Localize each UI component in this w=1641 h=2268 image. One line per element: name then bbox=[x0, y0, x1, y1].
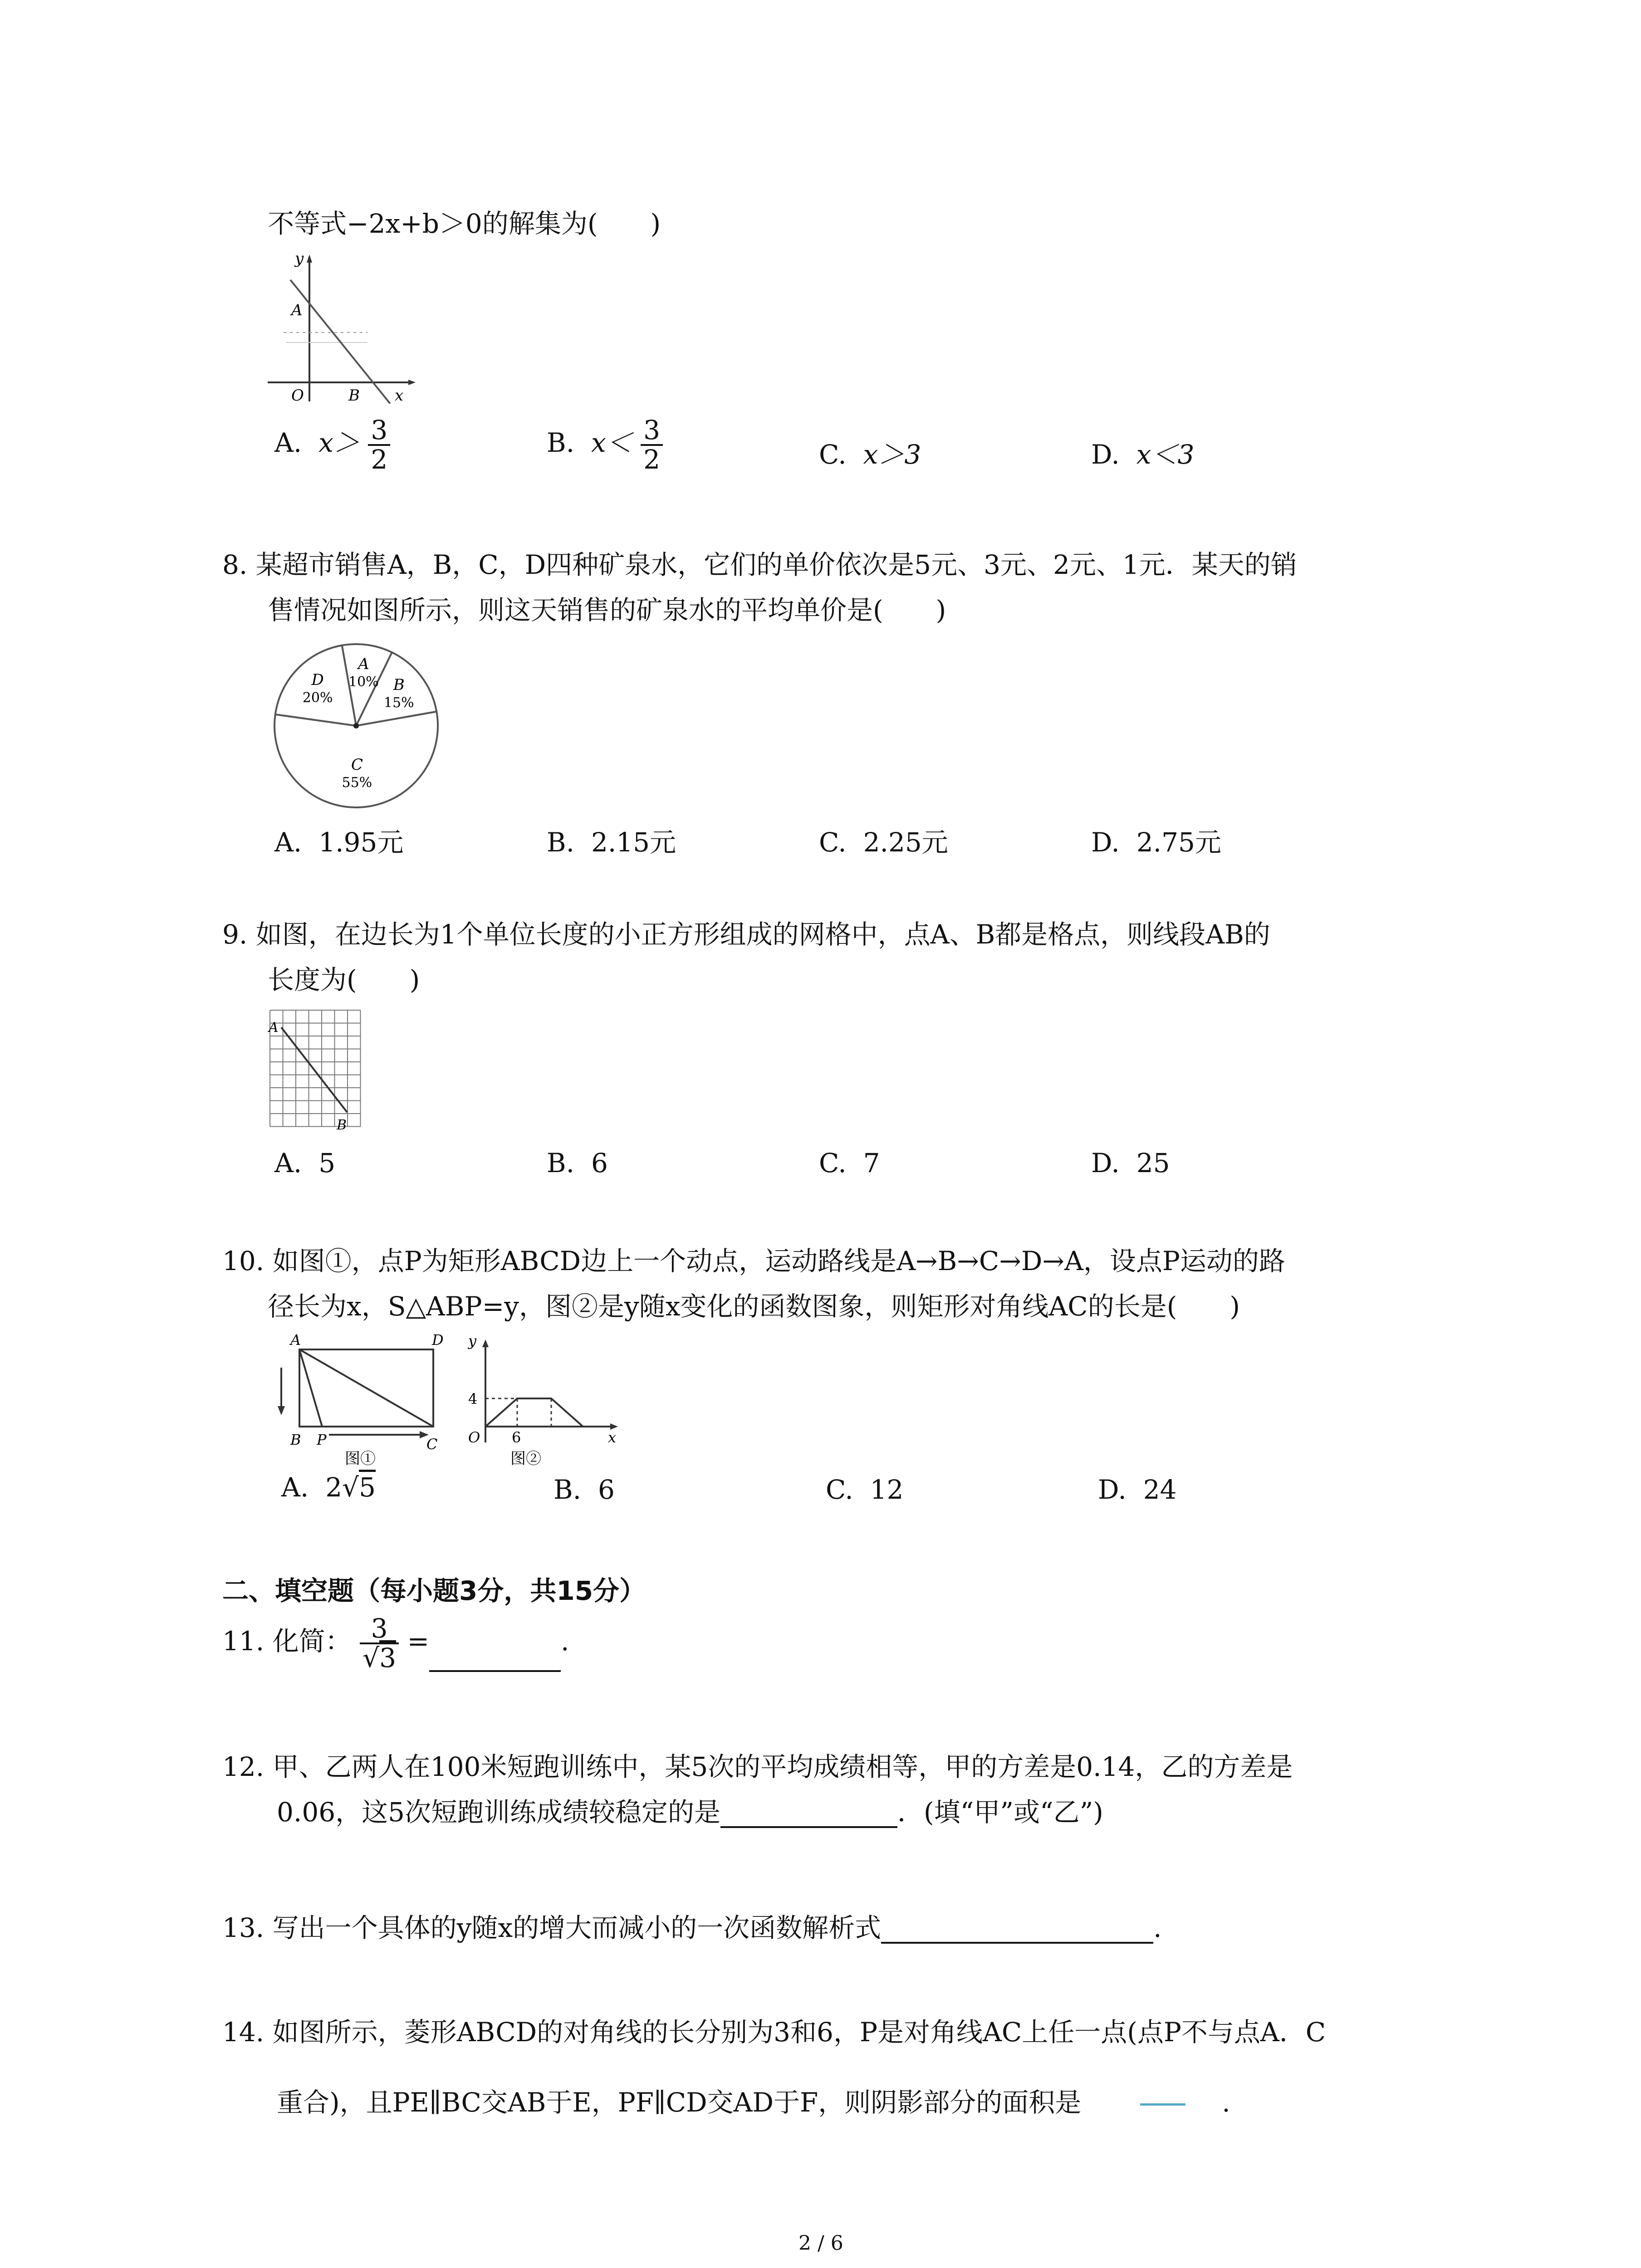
q10-option-b: B. 6 bbox=[554, 1474, 615, 1505]
q10-fig1-label-b: B bbox=[290, 1431, 301, 1448]
q12-line1: 12. 甲、乙两人在100米短跑训练中，某5次的平均成绩相等，甲的方差是0.14，乙的方差是 bbox=[222, 1751, 1293, 1782]
pie-percent-label: 55% bbox=[342, 774, 372, 791]
q9-label-b: B bbox=[337, 1117, 347, 1133]
q7-option-d: D. x＜3 bbox=[1091, 439, 1195, 470]
q10-line1: 10. 如图①，点P为矩形ABCD边上一个动点，运动路线是A→B→C→D→A，设点P运动的路 bbox=[222, 1246, 1285, 1276]
pie-category-label: C bbox=[351, 755, 363, 774]
pie-category-label: B bbox=[393, 675, 405, 694]
q14-answer-dash bbox=[1140, 2103, 1185, 2106]
q10-fig2-label-x: x bbox=[608, 1429, 617, 1446]
q10-fig1-label-d: D bbox=[432, 1331, 444, 1349]
q10-fig2-tick-y: 4 bbox=[468, 1390, 478, 1408]
q9-line1: 9. 如图，在边长为1个单位长度的小正方形组成的网格中，点A、B都是格点，则线段AB的 bbox=[222, 919, 1270, 950]
q7-line-graph bbox=[259, 252, 426, 404]
q8-option-b: B. 2.15元 bbox=[547, 827, 676, 858]
q10-fig1-caption: 图① bbox=[345, 1450, 376, 1467]
q9-grid-figure bbox=[263, 1000, 363, 1139]
q11: 11. 化简： $\frac{3}{√3}$ = . bbox=[222, 1613, 569, 1673]
q8-line2: 售情况如图所示，则这天销售的矿泉水的平均单价是( ) bbox=[268, 595, 946, 626]
q14-line1: 14. 如图所示，菱形ABCD的对角线的长分别为3和6，P是对角线AC上任一点(点P不与点A．C bbox=[222, 2017, 1326, 2048]
q7-label-b: B bbox=[348, 386, 360, 404]
q7-label-a: A bbox=[291, 301, 303, 319]
q14-line2: 重合)，且PE∥BC交AB于E，PF∥CD交AD于F，则阴影部分的面积是 . bbox=[277, 2087, 1230, 2118]
q8-option-a: A. 1.95元 bbox=[274, 827, 404, 858]
q9-line2: 长度为( ) bbox=[268, 964, 420, 995]
q10-figure-2 bbox=[458, 1331, 631, 1467]
q8-line1: 8. 某超市销售A，B，C，D四种矿泉水，它们的单价依次是5元、3元、2元、1元．某天的销 bbox=[222, 549, 1297, 580]
q7-option-a: A. x＞ $\frac{3}{2}$ bbox=[274, 416, 390, 474]
q7-option-c: C. x＞3 bbox=[819, 439, 921, 470]
q10-fig1-label-c: C bbox=[426, 1436, 438, 1453]
q10-option-c: C. 12 bbox=[826, 1474, 904, 1505]
q10-line2: 径长为x，S△ABP=y，图②是y随x变化的函数图象，则矩形对角线AC的长是( ) bbox=[268, 1291, 1240, 1322]
q8-option-c: C. 2.25元 bbox=[819, 827, 948, 858]
q10-fig2-label-o: O bbox=[468, 1429, 480, 1446]
section-heading: 二、填空题（每小题3分，共15分） bbox=[222, 1575, 646, 1606]
q10-option-d: D. 24 bbox=[1098, 1474, 1177, 1505]
q10-fig2-tick-x: 6 bbox=[512, 1429, 521, 1446]
q9-option-b: B. 6 bbox=[547, 1148, 608, 1178]
q7-label-y: y bbox=[295, 252, 304, 268]
q10-fig2-label-y: y bbox=[468, 1332, 477, 1349]
q10-fig2-caption: 图② bbox=[510, 1450, 541, 1467]
q10-fig1-label-p: P bbox=[317, 1431, 327, 1448]
q7-label-o: O bbox=[291, 386, 304, 404]
pie-percent-label: 10% bbox=[348, 674, 379, 690]
q7-option-b: B. x＜ $\frac{3}{2}$ bbox=[547, 416, 663, 474]
pie-percent-label: 20% bbox=[302, 690, 333, 706]
q9-option-d: D. 25 bbox=[1091, 1148, 1170, 1178]
q9-option-c: C. 7 bbox=[819, 1148, 880, 1178]
q10-option-a: A. 2√5 bbox=[281, 1472, 376, 1503]
q7-stem: 不等式−2x+b＞0的解集为( ) bbox=[268, 208, 661, 239]
q8-option-d: D. 2.75元 bbox=[1091, 827, 1221, 858]
pie-percent-label: 15% bbox=[383, 694, 414, 711]
q12-line2: 0.06，这5次短跑训练成绩较稳定的是 ．(填“甲”或“乙”) bbox=[277, 1797, 1103, 1828]
q10-figure-1 bbox=[268, 1331, 458, 1467]
q9-label-a: A bbox=[269, 1020, 279, 1036]
q9-option-a: A. 5 bbox=[274, 1148, 336, 1178]
q10-fig1-label-a: A bbox=[290, 1331, 301, 1349]
pie-category-label: A bbox=[358, 655, 369, 674]
q7-label-x: x bbox=[395, 386, 404, 404]
pie-category-label: D bbox=[311, 671, 324, 689]
page-number: 2 / 6 bbox=[798, 2232, 843, 2255]
q8-pie-chart bbox=[268, 637, 445, 814]
q13: 13. 写出一个具体的y随x的增大而减小的一次函数解析式 . bbox=[222, 1912, 1162, 1943]
